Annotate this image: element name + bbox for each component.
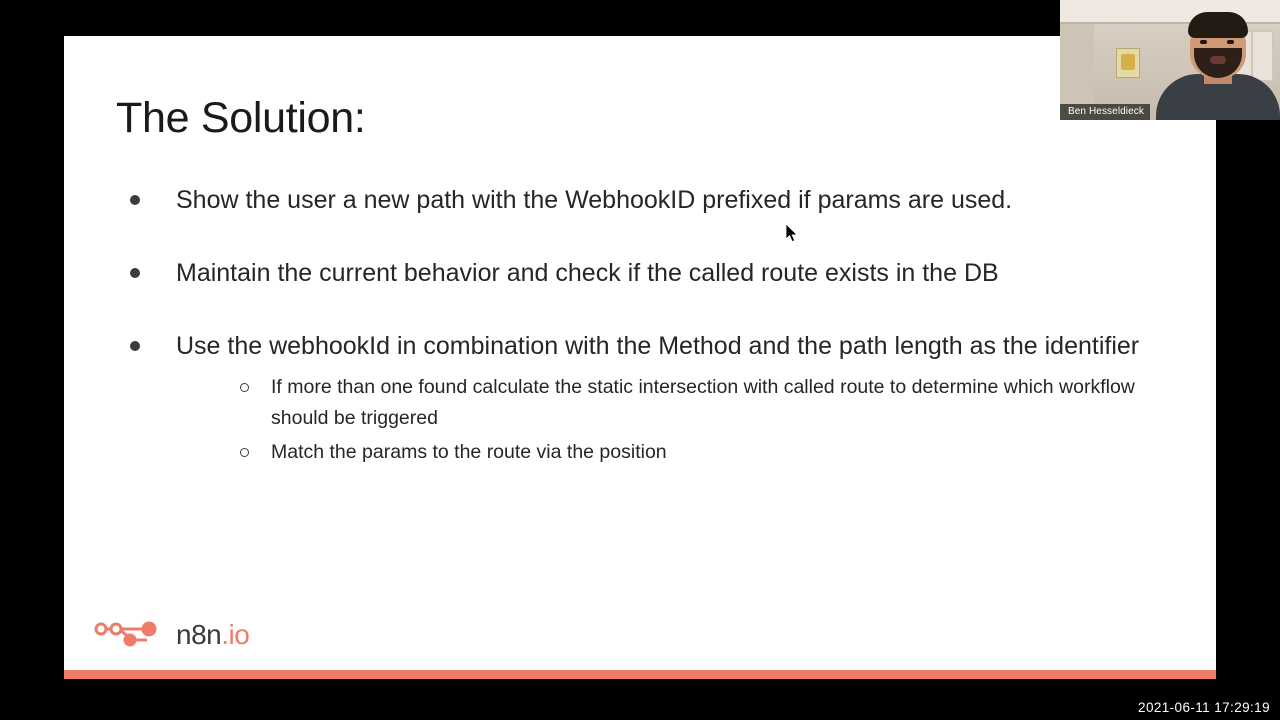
bullet-dot-icon [130, 341, 140, 351]
sub-list-item [236, 372, 1206, 434]
list-item [116, 254, 1206, 293]
webcam-person-hair [1188, 12, 1248, 38]
n8n-logo [92, 618, 249, 652]
recording-timestamp: 2021-06-11 17:29:19 [1138, 700, 1270, 715]
webcam-participant-name: Ben Hesseldieck [1060, 104, 1150, 120]
n8n-logo-icon [92, 618, 170, 652]
presentation-slide [64, 36, 1216, 670]
sub-bullet-text: Match the params to the route via the position [271, 441, 667, 463]
bullet-list [116, 181, 1206, 471]
bullet-circle-icon [240, 383, 249, 392]
bullet-text: Show the user a new path with the WebhookID prefixed if params are used. [176, 186, 1013, 214]
webcam-person-eye-left [1200, 40, 1207, 44]
logo-text-suffix: .io [221, 619, 250, 650]
mouse-cursor-icon [786, 224, 798, 243]
slide-accent-bar [64, 670, 1216, 679]
webcam-wall-picture [1116, 48, 1140, 78]
webcam-wall-picture-inner [1121, 54, 1135, 70]
bullet-dot-icon [130, 268, 140, 278]
bullet-circle-icon [240, 448, 249, 457]
webcam-video-tile[interactable] [1060, 0, 1280, 120]
logo-text-main: n8n [176, 619, 222, 650]
webcam-person-eye-right [1227, 40, 1234, 44]
webcam-window-bar [1251, 32, 1253, 80]
sub-list-item [236, 437, 1206, 468]
logo-wordmark [176, 619, 249, 651]
bullet-dot-icon [130, 195, 140, 205]
slide-title: The Solution: [116, 94, 366, 142]
webcam-person-mouth [1210, 56, 1226, 64]
sub-bullet-text: If more than one found calculate the static intersection with called route to determine which workflow should be triggered [271, 376, 1135, 429]
list-item [116, 327, 1206, 471]
bullet-text: Maintain the current behavior and check if the called route exists in the DB [176, 259, 999, 287]
list-item [116, 181, 1206, 220]
sub-bullet-list [236, 372, 1206, 468]
webcam-ceiling [1060, 0, 1280, 22]
bullet-text: Use the webhookId in combination with the Method and the path length as the identifier [176, 332, 1140, 360]
